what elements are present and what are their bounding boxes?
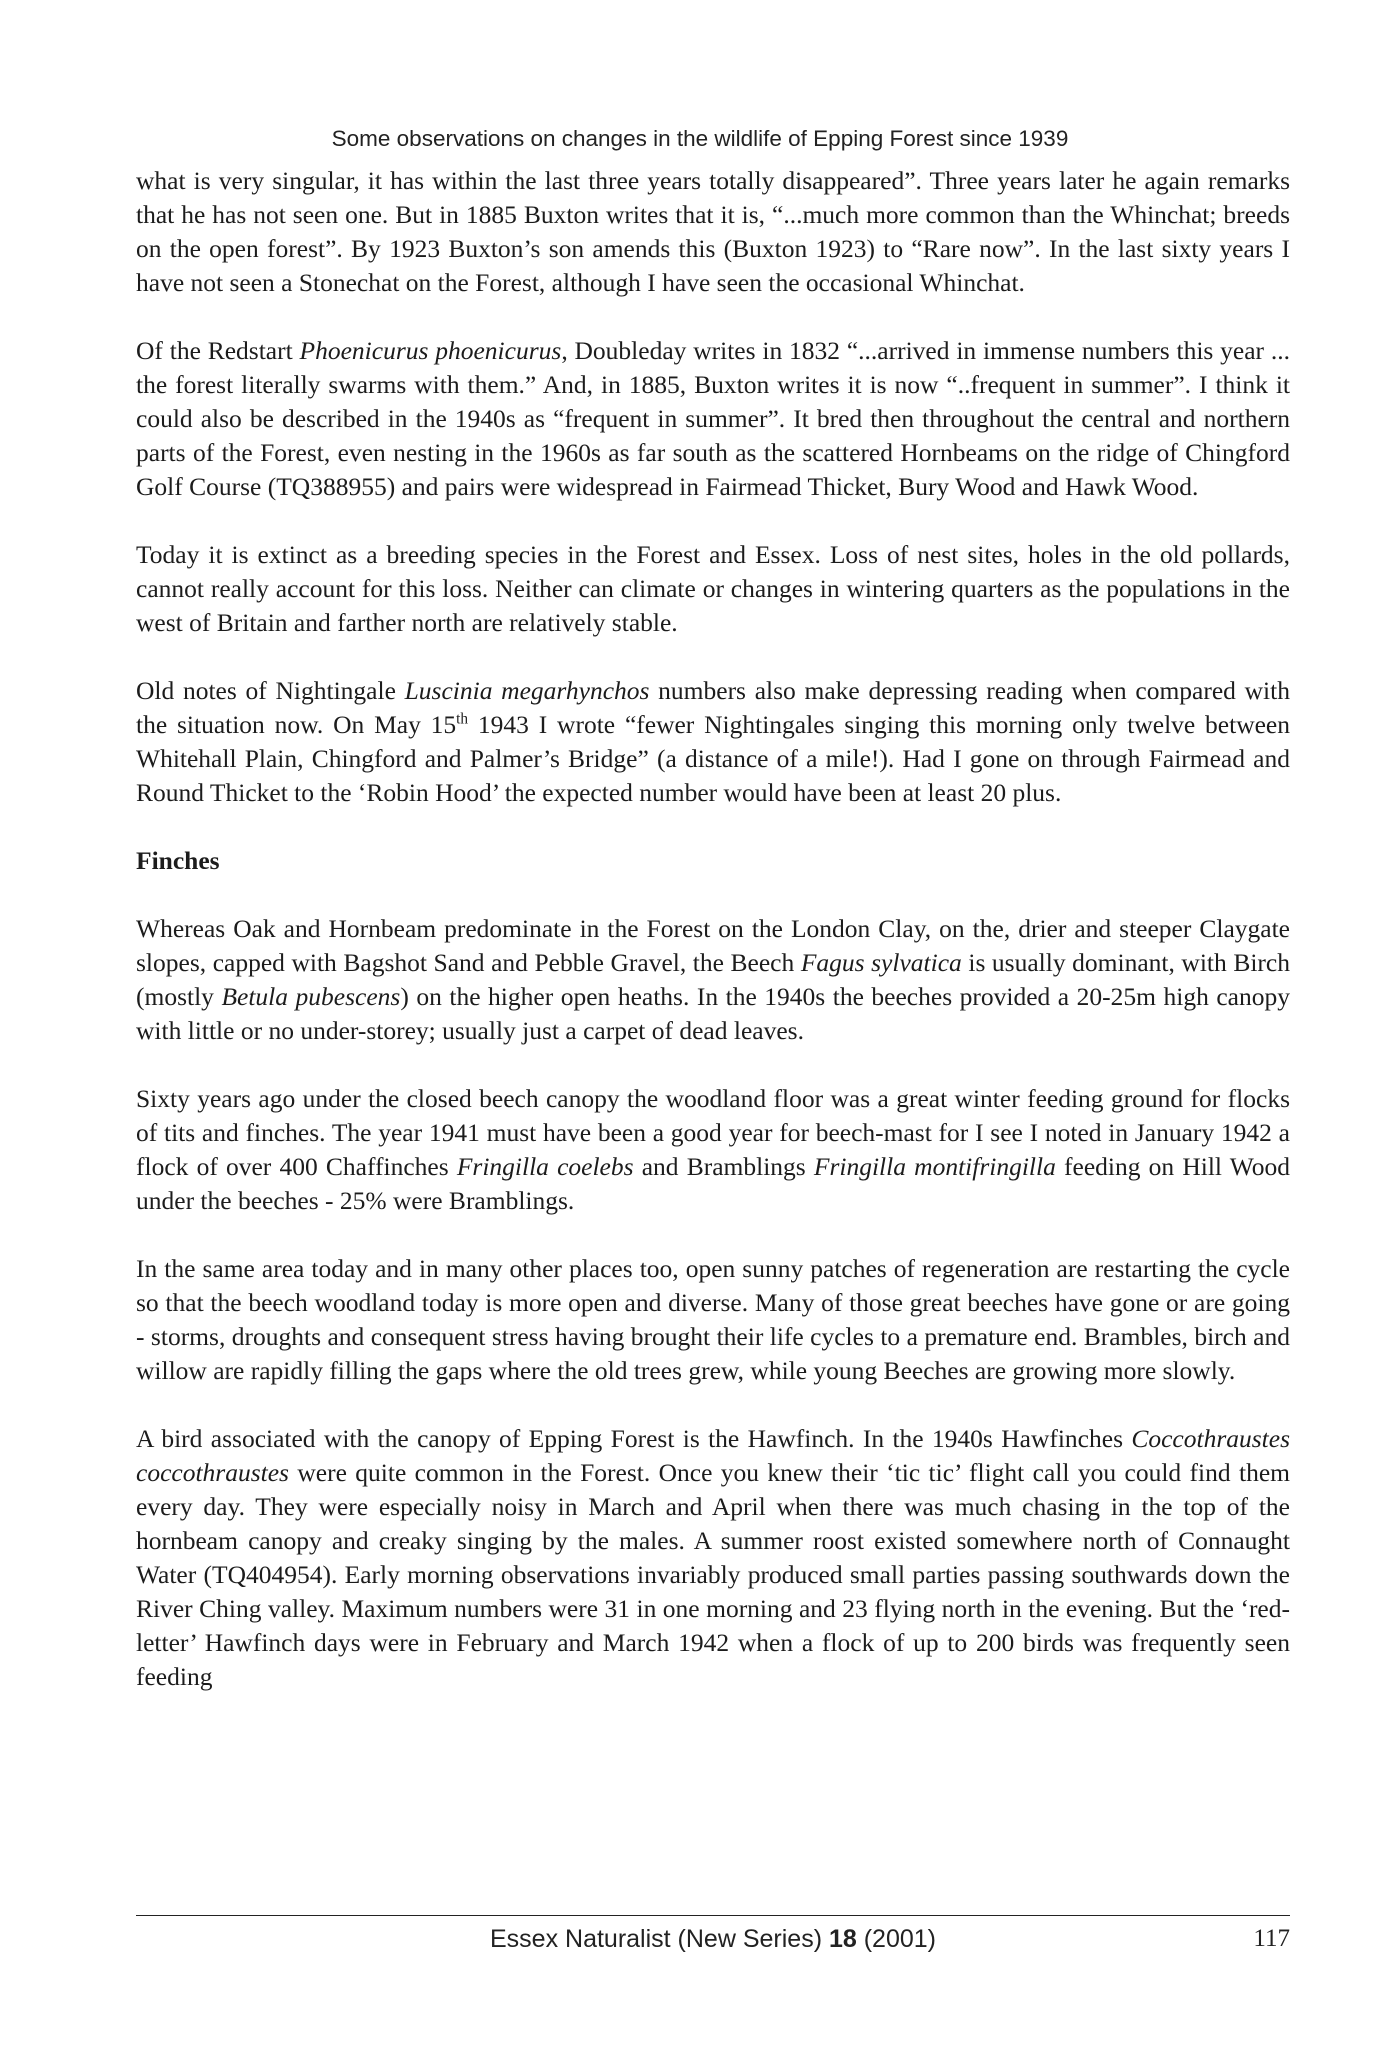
section-heading-finches: Finches [136, 846, 220, 875]
paragraph-hawfinch [136, 1422, 1290, 1694]
paragraph-text: and Bramblings [633, 1152, 814, 1181]
paragraph-text: were quite common in the Forest. Once you knew their ‘tic tic’ flight call you could find them every day. They were especially noisy in March and April when there was much chasing in the top of the hornbeam canopy and creaky singing by the males. A summer roost existed somewhere north of Connaught Water (TQ404954). Early morning observations invariably produced small parties passing southwards down the River Ching valley. Maximum numbers were 31 in one morning and 23 flying north in the evening. But the ‘red-letter’ Hawfinch days were in February and March 1942 when a flock of up to 200 birds was frequently seen feeding [136, 1458, 1290, 1691]
paragraph-text: Sixty years ago under the closed beech canopy the woodland floor was a great winter feeding ground for flocks of tits and finches. The year 1941 must have been a good year for beech-mast for I see I noted in January 1942 a flock of over 400 Chaffinches [136, 1084, 1290, 1181]
ordinal-suffix: th [456, 710, 469, 728]
paragraph-text: numbers also make depressing reading when compared with the situation now. On May 15 [136, 676, 1290, 739]
scientific-name: Coccothraustes coccothraustes [136, 1424, 1290, 1487]
paragraph-text: A bird associated with the canopy of Epping Forest is the Hawfinch. In the 1940s Hawfinches [136, 1424, 1132, 1453]
paragraph-finch-flocks [136, 1082, 1290, 1218]
paragraph-text: Whereas Oak and Hornbeam predominate in the Forest on the London Clay, on the, drier and steeper Claygate slopes, capped with Bagshot Sand and Pebble Gravel, the Beech [136, 914, 1290, 977]
paragraph-redstart [136, 334, 1290, 504]
scientific-name: Betula pubescens [221, 982, 401, 1011]
scientific-name: Luscinia megarhynchos [404, 676, 650, 705]
paragraph-redstart-extinct: Today it is extinct as a breeding species in the Forest and Essex. Loss of nest sites, holes in the old pollards, cannot really account for this loss. Neither can climate or changes in wintering quarters as the populations in the west of Britain and farther north are relatively stable. [136, 540, 1290, 637]
journal-volume: 18 [828, 1925, 857, 1953]
page-number: 117 [1253, 1925, 1290, 1952]
paragraph-text: is usually dominant, with Birch (mostly [136, 948, 1290, 1011]
paragraph-nightingale [136, 674, 1290, 810]
journal-year: (2001) [856, 1925, 936, 1953]
journal-citation [136, 1921, 1290, 1957]
paragraph-text: ) on the higher open heaths. In the 1940s the beeches provided a 20-25m high canopy with little or no under-storey; usually just a carpet of dead leaves. [136, 982, 1290, 1045]
paragraph-text: 1943 I wrote “fewer Nightingales singing this morning only twelve between Whitehall Plain, Chingford and Palmer’s Bridge” (a distance of a mile!). Had I gone on through Fairmead and Round Thicket to the ‘Robin Hood’ the expected number would have been at least 20 plus. [136, 710, 1291, 807]
paragraph-regeneration: In the same area today and in many other places too, open sunny patches of regeneration are restarting the cycle so that the beech woodland today is more open and diverse. Many of those great beeches have gone or are going - storms, droughts and consequent stress having brought their life cycles to a premature end. Brambles, birch and willow are rapidly filling the gaps where the old trees grew, while young Beeches are growing more slowly. [136, 1254, 1290, 1385]
paragraph-text: Of the Redstart [136, 336, 300, 365]
paragraph-text: feeding on Hill Wood under the beeches - 25% were Bramblings. [136, 1152, 1290, 1215]
footer-rule [136, 1915, 1290, 1916]
scientific-name: Fringilla montifringilla [813, 1152, 1056, 1181]
scientific-name: Fringilla coelebs [456, 1152, 634, 1181]
page-footer [136, 1921, 1290, 1957]
scientific-name: Fagus sylvatica [800, 948, 962, 977]
running-head: Some observations on changes in the wildlife of Epping Forest since 1939 [331, 126, 1069, 151]
paragraph-stonechat: what is very singular, it has within the last three years totally disappeared”. Three years later he again remarks that he has not seen one. But in 1885 Buxton writes that it is, “...much more common than the Whinchat; breeds on the open forest”. By 1923 Buxton’s son amends this (Buxton 1923) to “Rare now”. In the last sixty years I have not seen a Stonechat on the Forest, although I have seen the occasional Whinchat. [136, 166, 1290, 297]
paragraph-beech [136, 912, 1290, 1048]
paragraph-text: Old notes of Nightingale [136, 676, 405, 705]
article-body [136, 164, 1290, 1694]
scientific-name: Phoenicurus phoenicurus [299, 336, 562, 365]
paragraph-text: , Doubleday writes in 1832 “...arrived in immense numbers this year ... the forest literally swarms with them.” And, in 1885, Buxton writes it is now “..frequent in summer”. I think it could also be described in the 1940s as “frequent in summer”. It bred then throughout the central and northern parts of the Forest, even nesting in the 1960s as far south as the scattered Hornbeams on the ridge of Chingford Golf Course (TQ388955) and pairs were widespread in Fairmead Thicket, Bury Wood and Hawk Wood. [136, 336, 1291, 501]
journal-name: Essex Naturalist (New Series) [489, 1925, 829, 1953]
